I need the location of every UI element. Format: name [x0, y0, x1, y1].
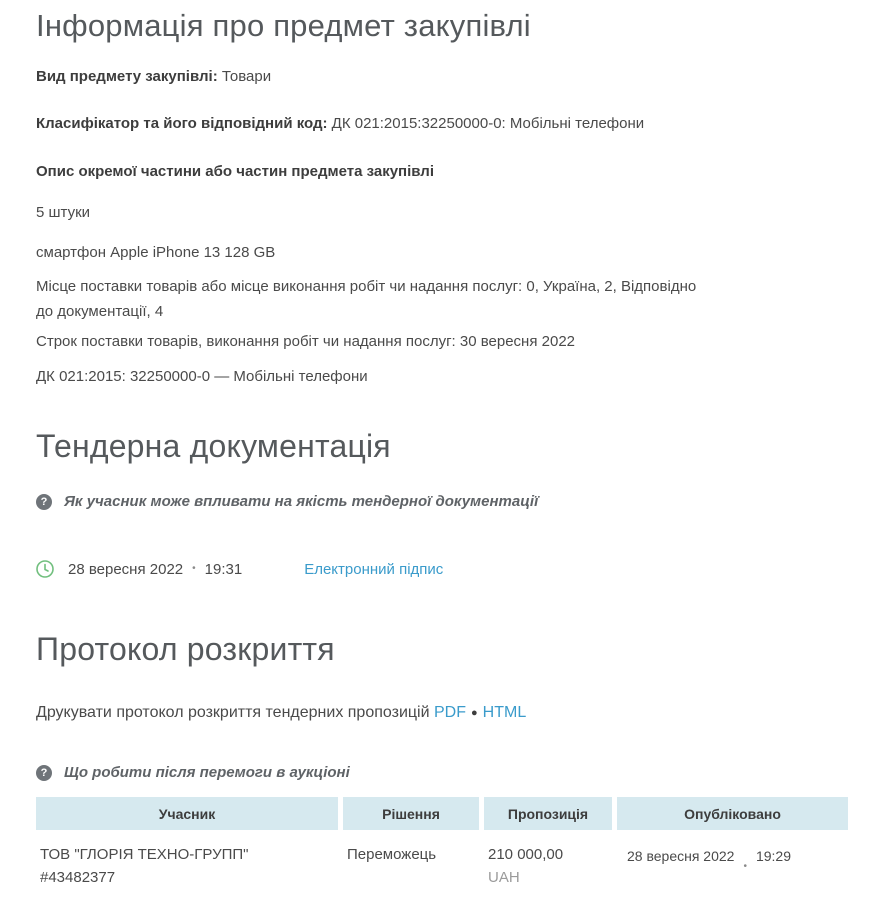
tender-documentation-title: Тендерна документація	[36, 428, 391, 464]
description-heading: Опис окремої частини або частин предмета закупівлі	[36, 163, 434, 180]
table-cell-published	[617, 830, 848, 889]
classifier-value: ДК 021:2015:32250000-0: Мобільні телефони	[327, 115, 645, 132]
documentation-help-link[interactable]	[36, 493, 849, 510]
procurement-type-value: Товари	[217, 68, 272, 85]
table-cell-participant	[36, 830, 338, 889]
clock-icon	[36, 560, 54, 578]
participant-id: #43482377	[40, 869, 116, 886]
question-icon: ?	[36, 494, 52, 510]
classifier-line	[36, 114, 849, 134]
proposal-currency: UAH	[488, 869, 520, 886]
bullet-separator: ●	[471, 707, 478, 719]
delivery-term: Строк поставки товарів, виконання робіт чи надання послуг: 30 вересня 2022	[36, 333, 576, 350]
participant-name: ТОВ "ГЛОРІЯ ТЕХНО-ГРУПП"	[40, 846, 249, 863]
question-icon: ?	[36, 765, 52, 781]
table-cell-proposal	[484, 830, 612, 889]
decision-value: Переможець	[347, 846, 437, 863]
column-header-proposal: Пропозиція	[484, 797, 612, 830]
column-header-decision: Рішення	[343, 797, 479, 830]
html-link[interactable]: HTML	[482, 704, 527, 721]
dot-separator: •	[743, 861, 747, 872]
classifier-summary: ДК 021:2015: 32250000-0 — Мобільні телефони	[36, 368, 368, 385]
procurement-type-line	[36, 67, 849, 87]
documentation-help-text: Як учасник може впливати на якість тендерної документації	[64, 493, 539, 510]
published-time: 19:29	[755, 848, 792, 864]
document-date: 28 вересня 2022	[68, 560, 184, 578]
document-row	[36, 560, 849, 578]
column-header-participant: Учасник	[36, 797, 338, 830]
electronic-signature-link[interactable]: Електронний підпис	[304, 560, 444, 578]
proposal-amount: 210 000,00	[488, 846, 564, 863]
item-name: смартфон Apple iPhone 13 128 GB	[36, 244, 276, 261]
auction-help-link[interactable]	[36, 764, 849, 781]
table-cell-decision	[343, 830, 479, 889]
page-title: Інформація про предмет закупівлі	[36, 8, 531, 43]
results-table	[36, 797, 848, 889]
delivery-place: Місце поставки товарів або місце виконання робіт чи надання послуг: 0, Україна, 2, Відповідно до документації, 4	[36, 278, 697, 320]
document-time: 19:31	[204, 560, 243, 578]
procurement-type-label: Вид предмету закупівлі:	[36, 68, 218, 85]
disclosure-protocol-title: Протокол розкриття	[36, 631, 335, 667]
print-protocol-line	[36, 702, 849, 724]
pdf-link[interactable]: PDF	[434, 704, 466, 721]
column-header-published: Опубліковано	[617, 797, 848, 830]
print-protocol-text: Друкувати протокол розкриття тендерних пропозицій	[36, 704, 430, 721]
published-date: 28 вересня 2022	[627, 848, 735, 864]
auction-help-text: Що робити після перемоги в аукціоні	[64, 764, 350, 781]
dot-separator: •	[192, 563, 196, 574]
item-quantity: 5 штуки	[36, 204, 91, 221]
classifier-label: Класифікатор та його відповідний код:	[36, 115, 328, 132]
